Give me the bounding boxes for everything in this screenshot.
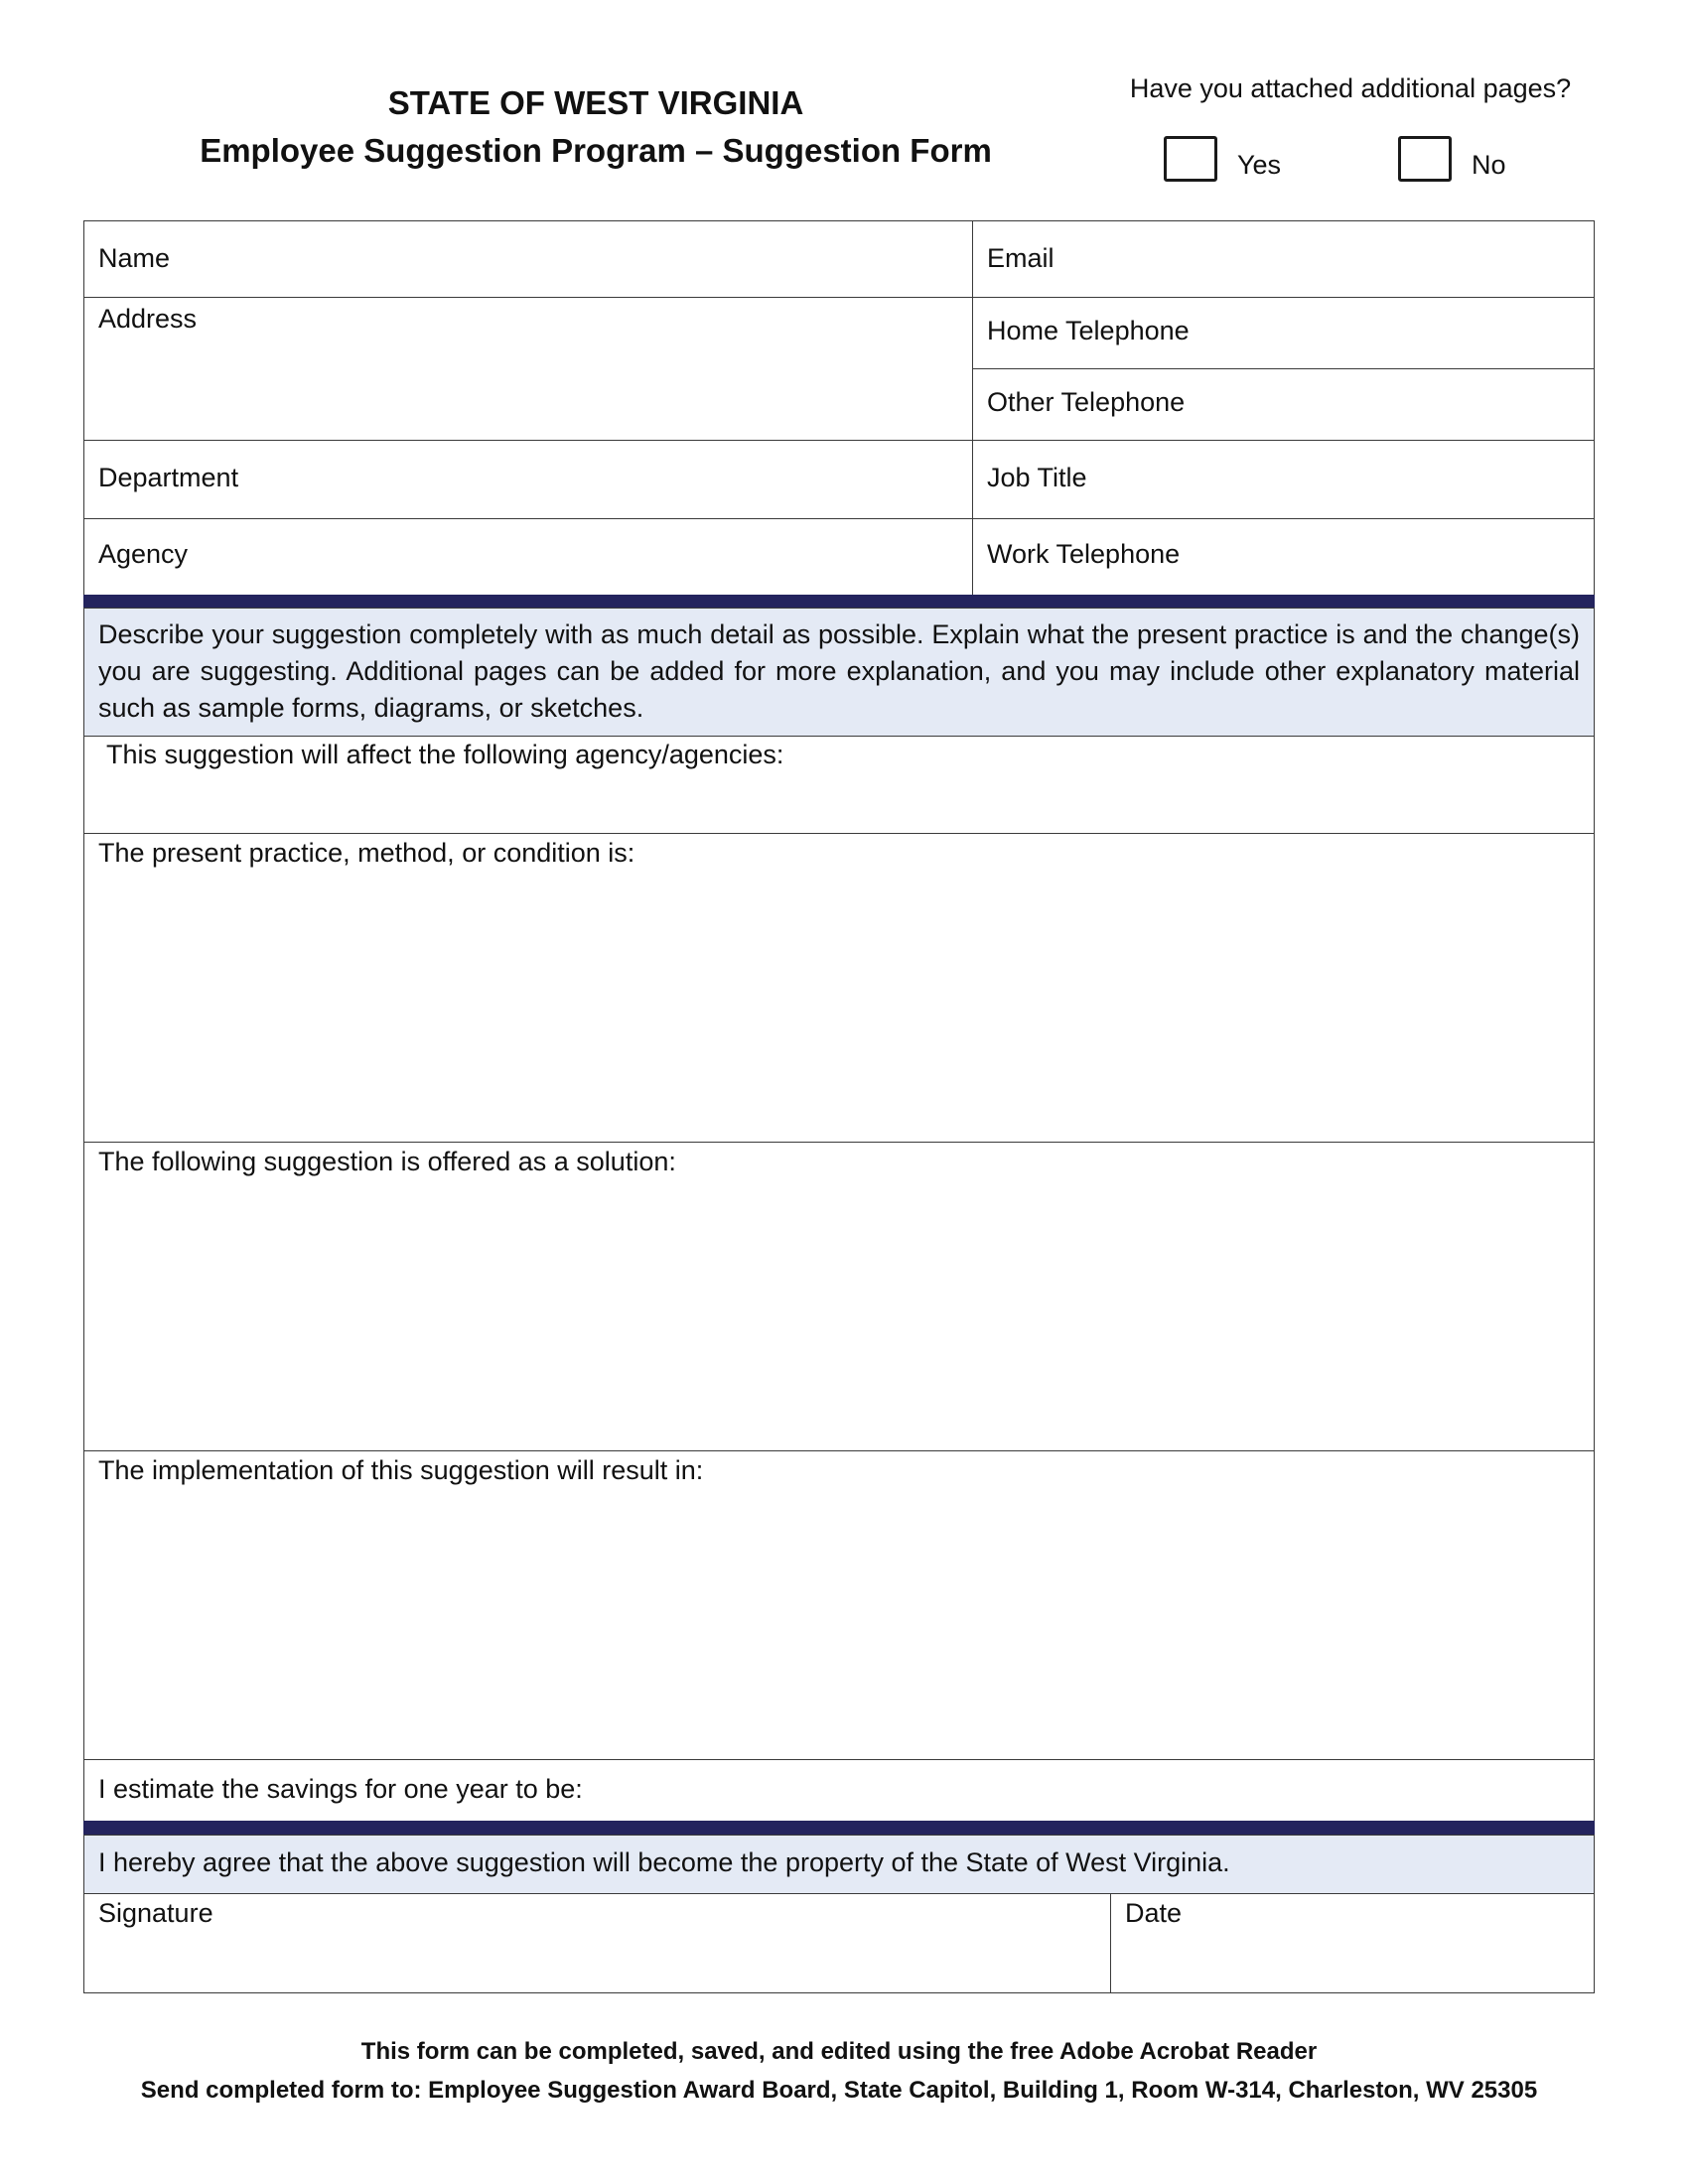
solution-field[interactable] <box>83 1142 1595 1451</box>
present-practice-field[interactable] <box>83 833 1595 1143</box>
footer-acrobat-note: This form can be completed, saved, and edited using the free Adobe Acrobat Reader <box>360 2038 1318 2065</box>
name-label: Name <box>98 243 171 273</box>
department-field[interactable] <box>83 440 973 519</box>
no-label: No <box>1472 149 1506 180</box>
agency-field[interactable] <box>83 518 973 596</box>
yes-checkbox[interactable] <box>1164 136 1217 182</box>
email-field[interactable] <box>972 220 1595 298</box>
job-title-field[interactable] <box>972 440 1595 519</box>
form-title-block <box>149 79 1043 175</box>
affected-agencies-field[interactable] <box>83 736 1595 834</box>
affected-agencies-label: This suggestion will affect the following agency/agencies: <box>106 740 784 769</box>
result-field[interactable] <box>83 1450 1595 1760</box>
no-checkbox[interactable] <box>1398 136 1452 182</box>
attached-yes-option[interactable] <box>1164 136 1281 182</box>
address-field[interactable] <box>83 297 973 441</box>
agreement-text: I hereby agree that the above suggestion will become the property of the State of West Virginia. <box>98 1847 1230 1877</box>
other-telephone-field[interactable] <box>972 368 1595 441</box>
work-telephone-field[interactable] <box>972 518 1595 596</box>
home-telephone-field[interactable] <box>972 297 1595 369</box>
date-field[interactable] <box>1110 1893 1595 1993</box>
name-field[interactable] <box>83 220 973 298</box>
savings-field[interactable] <box>83 1759 1595 1822</box>
address-label: Address <box>98 304 198 334</box>
instructions-text: Describe your suggestion completely with as much detail as possible. Explain what the present practice is and the change(s) you are suggesting. Additional pages can be added for more explanation, and you may include other explanatory material such as sample forms, diagrams, or sketches. <box>83 608 1595 737</box>
department-label: Department <box>98 463 239 492</box>
date-label: Date <box>1125 1898 1183 1928</box>
attached-no-option[interactable] <box>1398 136 1506 182</box>
agency-label: Agency <box>98 539 189 569</box>
other-telephone-label: Other Telephone <box>987 387 1186 417</box>
job-title-label: Job Title <box>987 463 1087 492</box>
email-label: Email <box>987 243 1055 273</box>
savings-label: I estimate the savings for one year to be: <box>98 1774 583 1804</box>
form-title: Employee Suggestion Program – Suggestion Form <box>200 132 992 169</box>
attached-pages-question: Have you attached additional pages? <box>1129 73 1572 103</box>
footer-mailing-address: Send completed form to: Employee Suggestion Award Board, State Capitol, Building 1, Room W-314, Charleston, WV 25305 <box>140 2077 1538 2104</box>
result-label: The implementation of this suggestion will result in: <box>98 1455 704 1485</box>
section-divider-band <box>83 595 1595 609</box>
agreement-divider-band <box>83 1821 1595 1836</box>
signature-field[interactable] <box>83 1893 1111 1993</box>
solution-label: The following suggestion is offered as a solution: <box>98 1147 676 1176</box>
work-telephone-label: Work Telephone <box>987 539 1181 569</box>
present-practice-label: The present practice, method, or condition is: <box>98 838 635 868</box>
agreement-statement <box>83 1835 1595 1894</box>
home-telephone-label: Home Telephone <box>987 316 1190 345</box>
signature-label: Signature <box>98 1898 213 1928</box>
yes-label: Yes <box>1237 149 1282 180</box>
state-title: STATE OF WEST VIRGINIA <box>387 84 804 121</box>
